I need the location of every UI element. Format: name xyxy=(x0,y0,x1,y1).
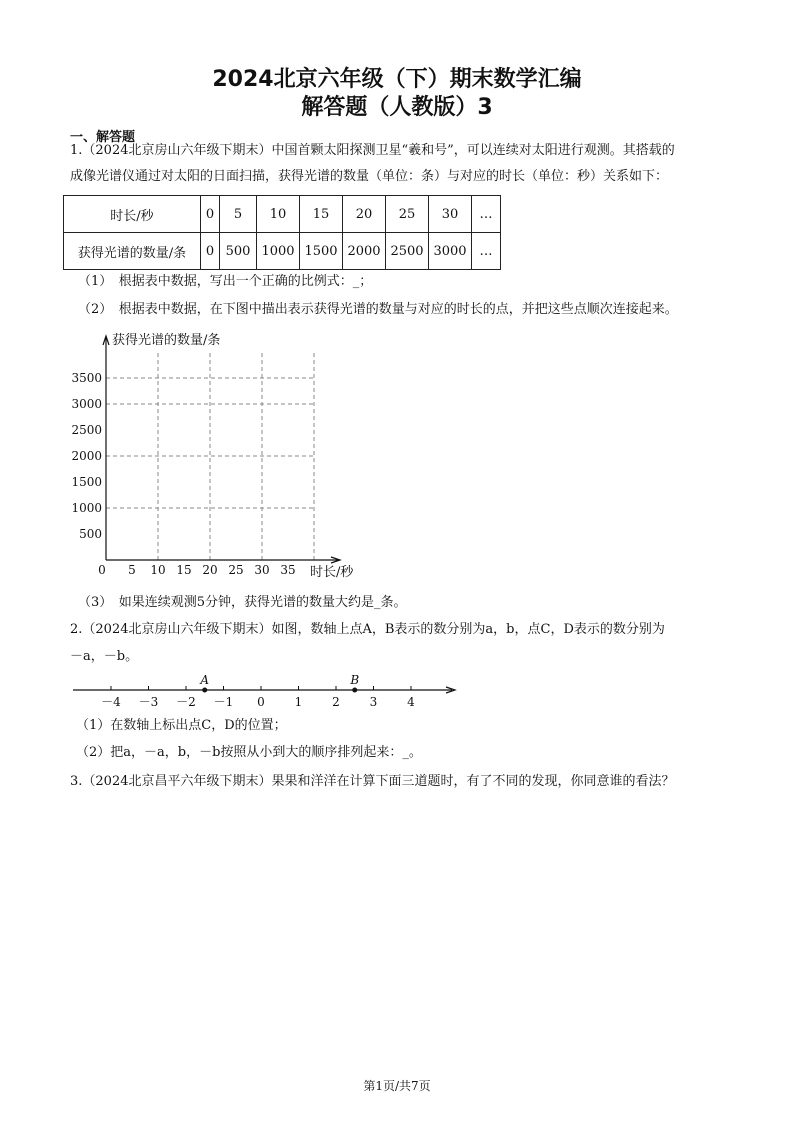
table-cell: 15 xyxy=(300,196,343,233)
q1-part1: （1） 根据表中数据，写出一个正确的比例式：_； xyxy=(78,274,373,289)
table-cell: 25 xyxy=(386,196,429,233)
number-line-tick-label: 2 xyxy=(332,695,340,709)
table-header-count: 获得光谱的数量/条 xyxy=(64,233,201,270)
number-line-tick-label: 1 xyxy=(294,695,303,709)
y-tick-label: 2500 xyxy=(71,423,102,437)
table-cell: 1500 xyxy=(300,233,343,270)
number-line-tick-label: －4 xyxy=(101,695,121,709)
number-line-tick-label: －2 xyxy=(176,695,196,709)
table-cell: 500 xyxy=(220,233,257,270)
x-tick-label: 20 xyxy=(202,563,218,577)
table-cell: 2000 xyxy=(343,233,386,270)
table-cell: … xyxy=(472,196,501,233)
x-tick-label: 5 xyxy=(128,563,136,577)
x-tick-label: 15 xyxy=(176,563,192,577)
q2-text-line2: －a，－b。 xyxy=(70,649,139,664)
number-line-tick-label: 3 xyxy=(369,695,378,709)
q1-text-line2: 成像光谱仪通过对太阳的日面扫描，获得光谱的数量（单位：条）与对应的时长（单位：秒）关系如下： xyxy=(70,169,669,184)
page-title: 2024北京六年级（下）期末数学汇编 xyxy=(212,67,582,92)
q2-part2: （2）把a，－a，b，－b按照从小到大的顺序排列起来：_。 xyxy=(76,745,422,760)
number-line xyxy=(0,670,794,710)
y-tick-label: 500 xyxy=(79,527,102,541)
point-a-label: A xyxy=(200,673,210,687)
y-tick-label: 1000 xyxy=(71,501,102,515)
table-cell: 5 xyxy=(220,196,257,233)
point-b-dot xyxy=(352,688,357,693)
y-tick-label: 3500 xyxy=(71,371,102,385)
table-cell: 2500 xyxy=(386,233,429,270)
x-tick-label: 30 xyxy=(254,563,270,577)
table-cell: 30 xyxy=(429,196,472,233)
q1-part3: （3） 如果连续观测5分钟，获得光谱的数量大约是_条。 xyxy=(78,595,407,610)
number-line-tick-label: 4 xyxy=(407,695,415,709)
x-axis-label: 时长/秒 xyxy=(310,565,354,580)
x-tick-label: 35 xyxy=(280,563,296,577)
section-heading: 一、解答题 xyxy=(70,130,136,145)
q3-text-line1: 3.（2024北京昌平六年级下期末）果果和洋洋在计算下面三道题时，有了不同的发现，你同意谁的看法？ xyxy=(70,774,675,789)
table-cell: 0 xyxy=(201,196,220,233)
point-b-label: B xyxy=(350,673,360,687)
number-line-tick-label: 0 xyxy=(257,695,265,709)
y-tick-label: 1500 xyxy=(71,475,102,489)
page-subtitle: 解答题（人教版）3 xyxy=(301,95,493,120)
q1-text-line1: 1.（2024北京房山六年级下期末）中国首颗太阳探测卫星“羲和号”，可以连续对太阳进行观测。其搭载的 xyxy=(70,143,675,158)
point-a-dot xyxy=(202,688,207,693)
q1-part2: （2） 根据表中数据，在下图中描出表示获得光谱的数量与对应的时长的点，并把这些点顺次连接起来。 xyxy=(78,302,678,317)
table-cell: 10 xyxy=(257,196,300,233)
page-footer: 第1页/共7页 xyxy=(363,1079,431,1093)
table-cell: 0 xyxy=(201,233,220,270)
q2-text-line1: 2.（2024北京房山六年级下期末）如图，数轴上点A，B表示的数分别为a，b，点C，D表示的数分别为 xyxy=(70,622,665,637)
origin-label: 0 xyxy=(98,563,106,577)
table-cell: 3000 xyxy=(429,233,472,270)
y-tick-label: 3000 xyxy=(71,397,102,411)
table-cell: 20 xyxy=(343,196,386,233)
x-tick-label: 10 xyxy=(150,563,166,577)
y-axis-label: 获得光谱的数量/条 xyxy=(112,333,221,348)
number-line-tick-label: －1 xyxy=(213,695,234,709)
number-line-tick-label: －3 xyxy=(138,695,159,709)
x-tick-label: 25 xyxy=(228,563,244,577)
table-header-duration: 时长/秒 xyxy=(64,196,201,233)
y-tick-label: 2000 xyxy=(71,449,102,463)
table-cell: 1000 xyxy=(257,233,300,270)
table-cell: … xyxy=(472,233,501,270)
q2-part1: （1）在数轴上标出点C，D的位置； xyxy=(76,718,287,733)
